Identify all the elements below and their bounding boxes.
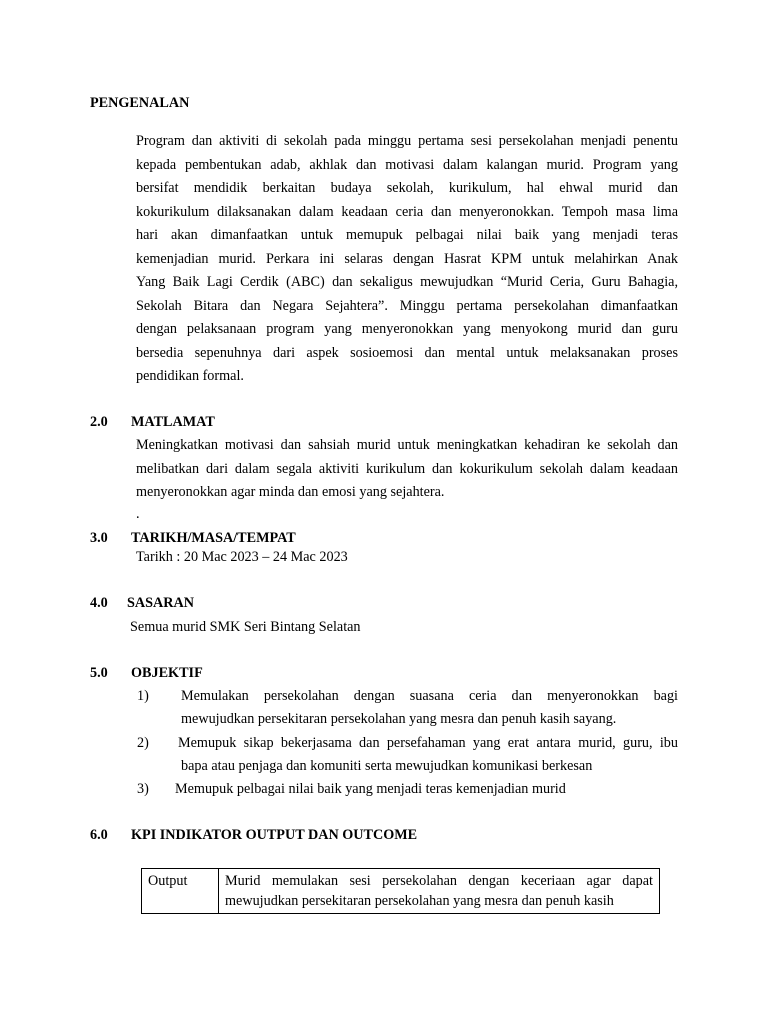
table-row xyxy=(142,869,660,914)
objektif-item-number: 3) xyxy=(137,781,149,797)
section-heading-tarikh: TARIKH/MASA/TEMPAT xyxy=(131,530,296,546)
matlamat-line: menyeronokkan agar minda dan emosi yang sejahtera. xyxy=(136,484,445,500)
section-heading-kpi: KPI INDIKATOR OUTPUT DAN OUTCOME xyxy=(131,827,418,843)
kpi-table xyxy=(141,868,660,914)
intro-line: hari akan dimanfaatkan untuk memupuk pelbagai nilai baik yang menjadi teras xyxy=(136,227,678,243)
intro-line: dengan pelaksanaan program yang menyeronokkan yang menyokong murid dan guru xyxy=(136,321,678,337)
intro-line: kemenjadian murid. Perkara ini selaras dengan Hasrat KPM untuk melahirkan Anak xyxy=(136,251,678,267)
section-heading-matlamat: MATLAMAT xyxy=(131,414,215,430)
kpi-row-label: Output xyxy=(142,869,219,914)
sasaran-line: Semua murid SMK Seri Bintang Selatan xyxy=(130,619,361,635)
section-heading-sasaran: SASARAN xyxy=(127,595,195,611)
kpi-row-text: Murid memulakan sesi persekolahan dengan keceriaan agar dapat mewujudkan persekitaran persekolahan yang mesra dan penuh kasih xyxy=(219,869,660,914)
section-heading-pengenalan: PENGENALAN xyxy=(90,95,190,111)
intro-line: Yang Baik Lagi Cerdik (ABC) dan sekaligus mewujudkan “Murid Ceria, Guru Bahagia, xyxy=(136,274,678,290)
objektif-item-text: Memupuk sikap bekerjasama dan persefahaman yang erat antara murid, guru, ibu xyxy=(178,735,678,751)
matlamat-dot: . xyxy=(136,506,140,522)
objektif-item-number: 1) xyxy=(137,688,149,704)
tarikh-line: Tarikh : 20 Mac 2023 – 24 Mac 2023 xyxy=(136,549,348,565)
section-number-6: 6.0 xyxy=(90,827,108,843)
intro-line: pendidikan formal. xyxy=(136,368,244,384)
intro-line: bersifat mendidik berkaitan budaya sekolah, kurikulum, hal ehwal murid dan xyxy=(136,180,678,196)
intro-line: Sekolah Bitara dan Negara Sejahtera”. Minggu pertama persekolahan dimanfaatkan xyxy=(136,298,678,314)
section-heading-objektif: OBJEKTIF xyxy=(131,665,203,681)
intro-line: kepada pembentukan adab, akhlak dan motivasi dalam kalangan murid. Program yang xyxy=(136,157,678,173)
section-number-4: 4.0 xyxy=(90,595,108,611)
intro-line: kokurikulum dilaksanakan dalam keadaan ceria dan menyeronokkan. Tempoh masa lima xyxy=(136,204,678,220)
intro-line: bersedia sepenuhnya dari aspek sosioemosi dan mental untuk melaksanakan proses xyxy=(136,345,678,361)
objektif-item-text: Memupuk pelbagai nilai baik yang menjadi teras kemenjadian murid xyxy=(175,781,566,797)
objektif-item-text: Memulakan persekolahan dengan suasana ceria dan menyeronokkan bagi xyxy=(181,688,678,704)
matlamat-line: melibatkan dari dalam segala aktiviti kurikulum dan kokurikulum sekolah dalam keadaan xyxy=(136,461,678,477)
section-number-3: 3.0 xyxy=(90,530,108,546)
objektif-item-number: 2) xyxy=(137,735,149,751)
objektif-item-text: bapa atau penjaga dan komuniti serta mewujudkan komunikasi berkesan xyxy=(181,758,593,774)
matlamat-line: Meningkatkan motivasi dan sahsiah murid untuk meningkatkan kehadiran ke sekolah dan xyxy=(136,437,678,453)
section-number-2: 2.0 xyxy=(90,414,108,430)
intro-line: Program dan aktiviti di sekolah pada minggu pertama sesi persekolahan menjadi penentu xyxy=(136,133,678,149)
section-number-5: 5.0 xyxy=(90,665,108,681)
objektif-item-text: mewujudkan persekitaran persekolahan yang mesra dan penuh kasih sayang. xyxy=(181,711,617,727)
